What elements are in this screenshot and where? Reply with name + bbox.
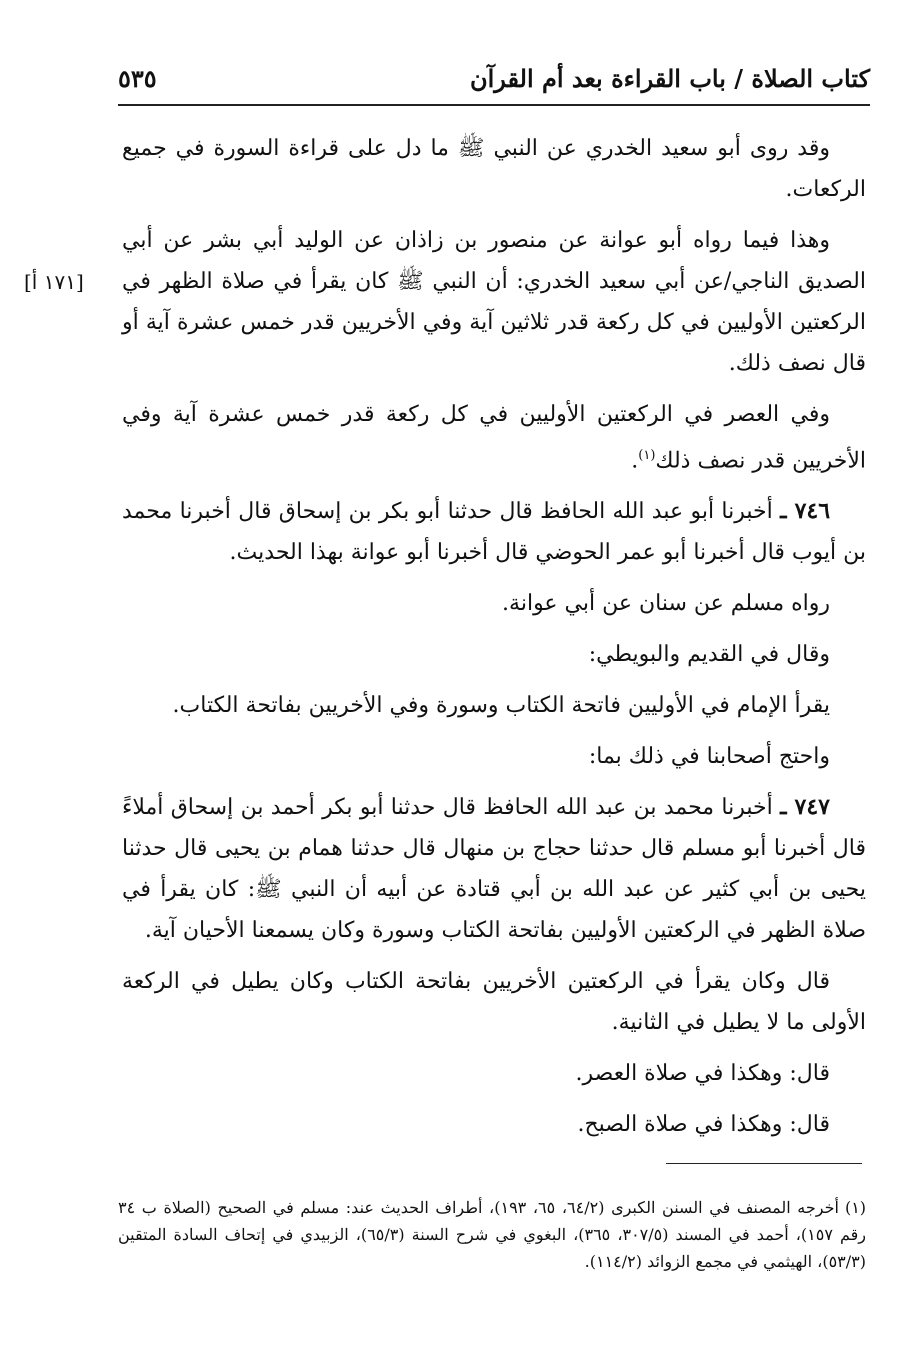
footnotes <box>118 1194 866 1275</box>
footnote-text: أخرجه المصنف في السنن الكبرى (٦٤/٢، ٦٥، ١٩٣)، أطراف الحديث عند: مسلم في الصحيح (الصلاة ب ٣٤ رقم ١٥٧)، أحمد في المسند (٣٠٧/٥، ٣٦٥)، البغوي في شرح السنة (٦٥/٣)، الزبيدي في إتحاف السادة المتقين (٥٣/٣)، الهيثمي في مجمع الزوائد (١١٤/٢). <box>118 1198 867 1271</box>
paragraph: واحتج أصحابنا في ذلك بما: <box>588 744 830 770</box>
hadith-746 <box>122 491 866 573</box>
page-number: ٥٣٥ <box>118 64 157 93</box>
manuscript-folio-reference: [١٧١ أ] <box>24 270 84 294</box>
footnote-marker: (١) <box>638 448 656 463</box>
main-text <box>122 128 866 1155</box>
running-header <box>118 62 870 102</box>
paragraph: وقال في القديم والبويطي: <box>588 642 830 668</box>
hadith-number: ٧٤٧ ـ <box>780 794 830 821</box>
paragraph: قال: وهكذا في صلاة العصر. <box>575 1061 830 1087</box>
paragraph: قال وكان يقرأ في الركعتين الأخريين بفاتحة الكتاب وكان يطيل في الركعة الأولى ما لا يطيل في الثانية. <box>122 969 866 1036</box>
paragraph-text: وفي العصر في الركعتين الأوليين في كل ركعة قدر خمس عشرة آية وفي الأخريين قدر نصف ذلك <box>122 402 866 474</box>
hadith-747 <box>122 787 866 951</box>
chapter-title: كتاب الصلاة / باب القراءة بعد أم القرآن <box>469 64 870 93</box>
paragraph: يقرأ الإمام في الأوليين فاتحة الكتاب وسورة وفي الأخريين بفاتحة الكتاب. <box>172 693 830 719</box>
paragraph-end: . <box>631 448 639 474</box>
footnote-number: (١) <box>844 1198 867 1217</box>
paragraph: قال: وهكذا في صلاة الصبح. <box>577 1112 830 1138</box>
footnote-divider <box>666 1163 862 1164</box>
paragraph: وهذا فيما رواه أبو عوانة عن منصور بن زاذان عن الوليد أبي بشر عن أبي الصديق الناجي/عن أبي سعيد الخدري: أن النبي ﷺ كان يقرأ في صلاة الظهر في الركعتين الأوليين في كل ركعة قدر ثلاثين آية وفي الأخريين قدر خمس عشرة آية أو قال نصف ذلك. <box>122 228 866 376</box>
hadith-text: أخبرنا محمد بن عبد الله الحافظ قال حدثنا أبو بكر أحمد بن إسحاق أملاءً قال أخبرنا أبو مسلم قال حدثنا حجاج بن منهال قال حدثنا همام بن يحيى قال حدثنا يحيى بن أبي كثير عن عبد الله بن أبي قتادة عن أبيه أن النبي ﷺ: كان يقرأ في صلاة الظهر في الركعتين الأوليين بفاتحة الكتاب وسورة وكان يسمعنا الأحيان آية. <box>122 795 866 944</box>
hadith-number: ٧٤٦ ـ <box>780 498 831 525</box>
paragraph <box>122 394 866 481</box>
paragraph: رواه مسلم عن سنان عن أبي عوانة. <box>502 591 830 617</box>
hadith-text: أخبرنا أبو عبد الله الحافظ قال حدثنا أبو بكر بن إسحاق قال أخبرنا محمد بن أيوب قال أخبرنا أبو عمر الحوضي قال أخبرنا أبو عوانة بهذا الحديث. <box>122 499 866 566</box>
paragraph: وقد روى أبو سعيد الخدري عن النبي ﷺ ما دل على قراءة السورة في جميع الركعات. <box>122 136 866 202</box>
header-divider <box>118 104 870 106</box>
